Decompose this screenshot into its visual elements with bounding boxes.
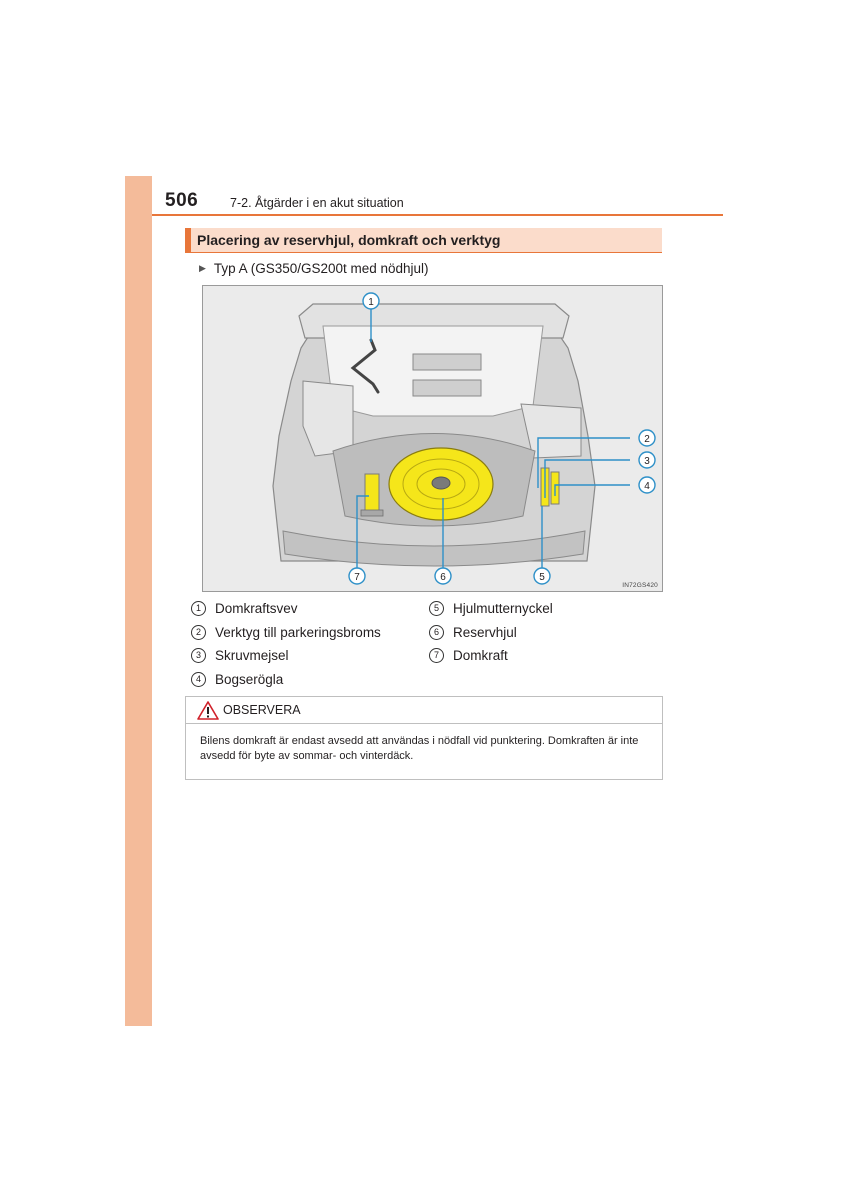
- triangle-right-icon: ▶: [199, 263, 206, 273]
- legend-item: [191, 597, 381, 621]
- callout-label-2: 2: [644, 434, 650, 445]
- legend-number: 2: [191, 625, 206, 640]
- figure-code: IN72GS420: [622, 582, 658, 589]
- notice-header: [186, 697, 662, 724]
- legend-label: Hjulmutternyckel: [453, 601, 553, 617]
- legend-item: [429, 597, 553, 621]
- legend-left-column: [191, 597, 381, 691]
- legend-item: [191, 621, 381, 645]
- callout-label-4: 4: [644, 481, 650, 492]
- legend-number: 1: [191, 601, 206, 616]
- header-rule: [152, 214, 723, 216]
- section-title: Placering av reservhjul, domkraft och verktyg: [197, 232, 501, 248]
- callout-label-3: 3: [644, 456, 650, 467]
- notice-box: [185, 696, 663, 780]
- variant-label: Typ A (GS350/GS200t med nödhjul): [213, 261, 429, 276]
- side-tab-strip: [125, 176, 152, 1026]
- legend-label: Reservhjul: [453, 624, 517, 640]
- legend-item: [429, 621, 553, 645]
- trunk-illustration: [202, 285, 663, 592]
- notice-text: Bilens domkraft är endast avsedd att användas i nödfall vid punktering. Domkraften är inte avsedd för byte av sommar- och vinterdäck.: [200, 735, 639, 762]
- legend-item: [191, 644, 381, 668]
- warning-triangle-icon: [197, 701, 219, 720]
- legend-number: 4: [191, 672, 206, 687]
- legend-number: 6: [429, 625, 444, 640]
- legend-number: 5: [429, 601, 444, 616]
- legend-label: Domkraftsvev: [215, 601, 298, 617]
- chapter-title: 7-2. Åtgärder i en akut situation: [230, 196, 404, 210]
- legend-label: Verktyg till parkeringsbroms: [215, 624, 381, 640]
- variant-line: [199, 261, 429, 276]
- legend-item: [429, 644, 553, 668]
- legend-item: [191, 668, 381, 692]
- legend-label: Bogserögla: [215, 671, 284, 687]
- legend-right-column: [429, 597, 553, 668]
- callout-label-5: 5: [539, 572, 545, 583]
- legend-number: 7: [429, 648, 444, 663]
- trunk-drawing: [203, 286, 663, 592]
- legend-label: Domkraft: [453, 648, 508, 664]
- callout-label-7: 7: [354, 572, 360, 583]
- callout-label-1: 1: [368, 297, 374, 308]
- legend-number: 3: [191, 648, 206, 663]
- notice-title: OBSERVERA: [223, 703, 301, 717]
- legend-label: Skruvmejsel: [215, 648, 289, 664]
- page-number: 506: [165, 190, 199, 211]
- callout-label-6: 6: [440, 572, 446, 583]
- section-heading: [185, 228, 662, 253]
